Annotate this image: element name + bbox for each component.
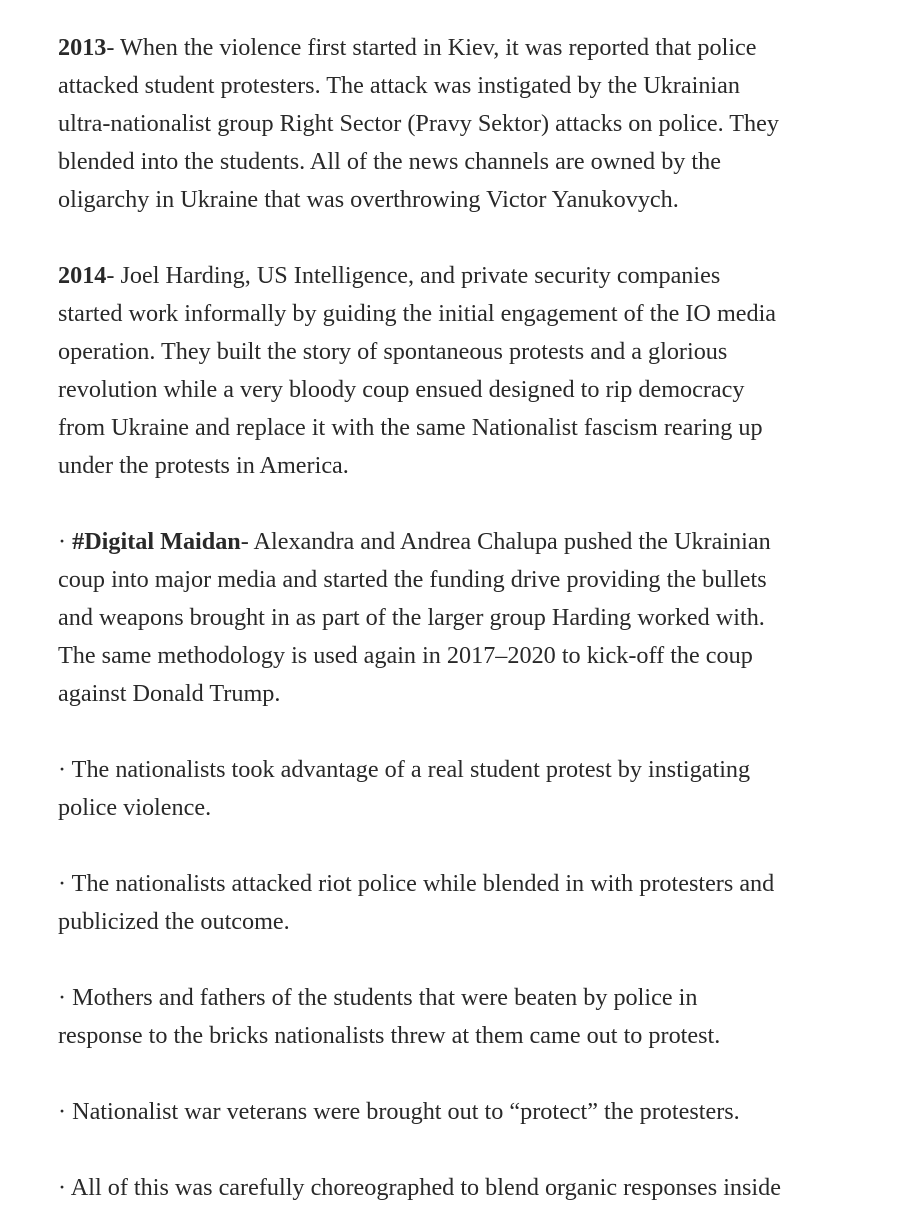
bullet-paragraph-student-protest (58, 751, 878, 827)
year-heading-2013: 2013 (58, 34, 107, 61)
paragraph-line: The same methodology is used again in 2017–2020 to kick-off the coup (58, 642, 753, 669)
bullet-paragraph-choreographed (58, 1169, 878, 1207)
paragraph-line: police violence. (58, 794, 212, 821)
paragraph-line: publicized the outcome. (58, 908, 290, 935)
paragraph-line: · Nationalist war veterans were brought out to “protect” the protesters. (58, 1098, 740, 1125)
bullet-paragraph-veterans (58, 1093, 878, 1131)
paragraph-line: coup into major media and started the funding drive providing the bullets (58, 566, 767, 593)
paragraph-line: and weapons brought in as part of the larger group Harding worked with. (58, 604, 765, 631)
year-heading-2014: 2014 (58, 262, 107, 289)
paragraph-line: operation. They built the story of spontaneous protests and a glorious (58, 338, 728, 365)
paragraph-line: · The nationalists took advantage of a real student protest by instigating (58, 756, 751, 783)
paragraph-line: · Mothers and fathers of the students that were beaten by police in (58, 984, 698, 1011)
paragraph-line (58, 29, 878, 67)
paragraph-line: from Ukraine and replace it with the same Nationalist fascism rearing up (58, 414, 763, 441)
line-text: - When the violence first started in Kiev, it was reported that police (106, 34, 757, 61)
paragraph-2013 (58, 29, 878, 219)
digital-maidan-heading: #Digital Maidan (72, 528, 241, 555)
paragraph-line: oligarchy in Ukraine that was overthrowing Victor Yanukovych. (58, 186, 679, 213)
bullet: · (58, 528, 73, 555)
paragraph-line: · The nationalists attacked riot police while blended in with protesters and (58, 870, 775, 897)
paragraph-line: · All of this was carefully choreographed to blend organic responses inside (58, 1174, 781, 1201)
paragraph-line: response to the bricks nationalists threw at them came out to protest. (58, 1022, 721, 1049)
paragraph-line: against Donald Trump. (58, 680, 281, 707)
line-text: - Alexandra and Andrea Chalupa pushed the Ukrainian (240, 528, 771, 555)
paragraph-line: under the protests in America. (58, 452, 349, 479)
bullet-paragraph-parents (58, 979, 878, 1055)
paragraph-line: started work informally by guiding the initial engagement of the IO media (58, 300, 777, 327)
paragraph-line: blended into the students. All of the news channels are owned by the (58, 148, 721, 175)
paragraph-line: ultra-nationalist group Right Sector (Pravy Sektor) attacks on police. They (58, 110, 779, 137)
bullet-paragraph-riot-police (58, 865, 878, 941)
article-body (58, 29, 878, 1207)
paragraph-line (58, 523, 878, 561)
paragraph-2014 (58, 257, 878, 485)
paragraph-line: attacked student protesters. The attack was instigated by the Ukrainian (58, 72, 740, 99)
paragraph-line: revolution while a very bloody coup ensued designed to rip democracy (58, 376, 745, 403)
paragraph-line (58, 257, 878, 295)
line-text: - Joel Harding, US Intelligence, and private security companies (106, 262, 721, 289)
paragraph-digital-maidan (58, 523, 878, 713)
